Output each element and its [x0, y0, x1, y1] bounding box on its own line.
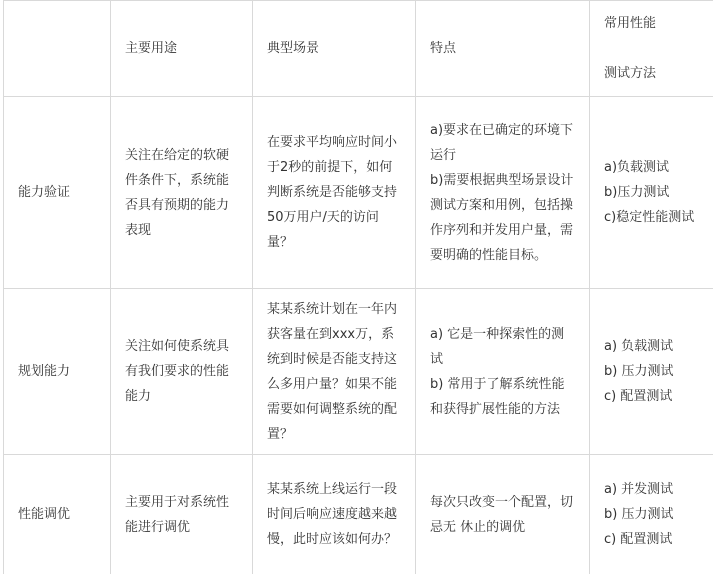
purpose-cell: 关注在给定的软硬件条件下，系统能否具有预期的能力表现 [111, 97, 253, 289]
scenario-cell: 在要求平均响应时间小于2秒的前提下，如何判断系统是否能够支持50万用户/天的访问量？ [253, 97, 416, 289]
header-cell-features: 特点 [416, 1, 590, 97]
row-label: 性能调优 [4, 455, 111, 574]
purpose-cell: 关注如何使系统具有我们要求的性能能力 [111, 289, 253, 455]
features-cell: a)要求在已确定的环境下运行 b)需要根据典型场景设计测试方案和用例，包括操作序列和并发用户量，需要明确的性能目标。 [416, 97, 590, 289]
performance-testing-table [3, 0, 713, 574]
scenario-cell: 某某系统上线运行一段时间后响应速度越来越慢，此时应该如何办？ [253, 455, 416, 574]
header-cell-methods: 常用性能 测试方法 [590, 1, 713, 97]
table-row [4, 97, 713, 289]
header-cell-empty [4, 1, 111, 97]
features-cell: a) 它是一种探索性的测试 b) 常用于了解系统性能和获得扩展性能的方法 [416, 289, 590, 455]
row-label: 规划能力 [4, 289, 111, 455]
purpose-cell: 主要用于对系统性能进行调优 [111, 455, 253, 574]
methods-cell: a) 负载测试 b) 压力测试 c) 配置测试 [590, 289, 713, 455]
table-header-row [4, 1, 713, 97]
header-cell-scenario: 典型场景 [253, 1, 416, 97]
table-row [4, 455, 713, 574]
features-cell: 每次只改变一个配置，切忌无 休止的调优 [416, 455, 590, 574]
row-label: 能力验证 [4, 97, 111, 289]
scenario-cell: 某某系统计划在一年内获客量在到xxx万，系统到时候是否能支持这么多用户量？如果不能需要如何调整系统的配置？ [253, 289, 416, 455]
header-cell-purpose: 主要用途 [111, 1, 253, 97]
table-row [4, 289, 713, 455]
methods-cell: a) 并发测试 b) 压力测试 c) 配置测试 [590, 455, 713, 574]
methods-cell: a)负载测试 b)压力测试 c)稳定性能测试 [590, 97, 713, 289]
